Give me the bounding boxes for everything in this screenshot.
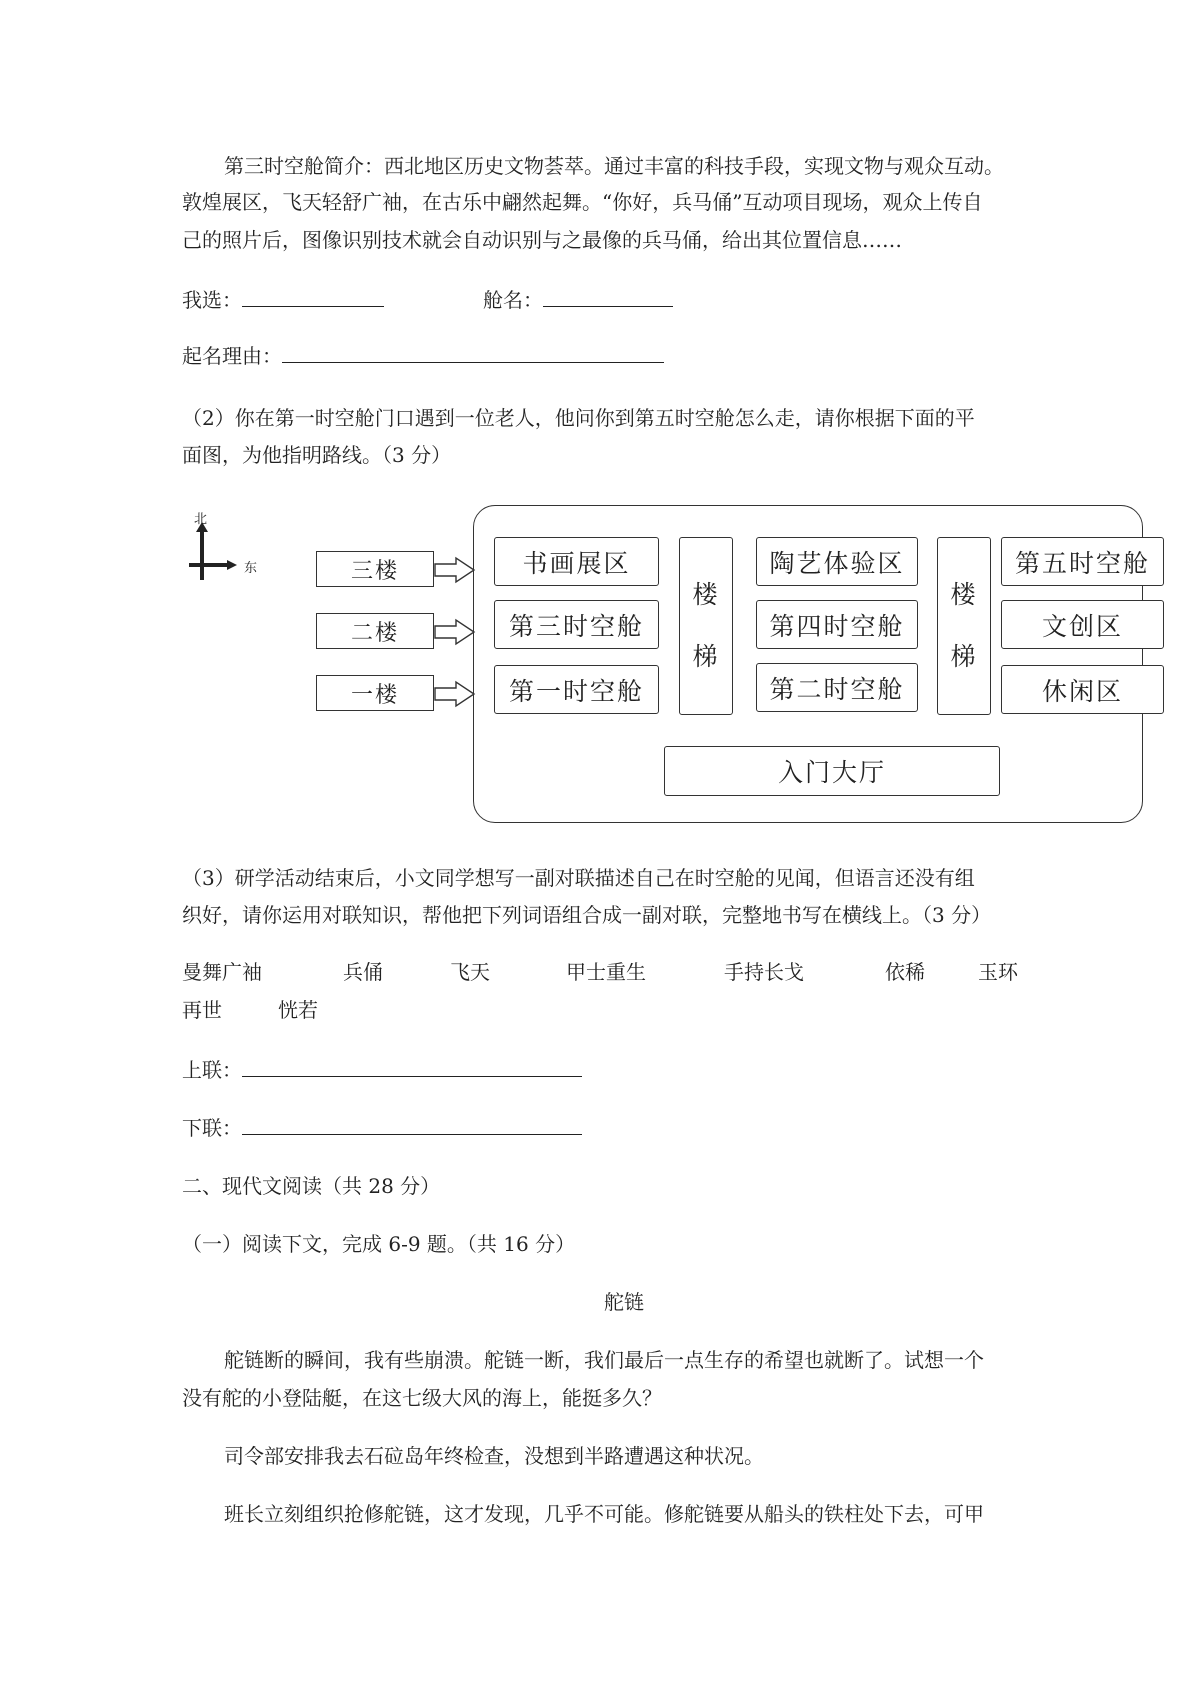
room-calligraphy-painting: 书画展区 xyxy=(494,537,659,586)
compass-north-label: 北 xyxy=(194,512,208,527)
word-option: 再世 xyxy=(182,998,222,1022)
arrow-icon xyxy=(434,556,478,584)
section-heading: 二、现代文阅读（共 28 分） xyxy=(182,1174,441,1198)
word-option: 兵俑 xyxy=(343,960,383,984)
lower-couplet-blank[interactable] xyxy=(242,1116,582,1135)
choose-blank[interactable] xyxy=(242,288,384,307)
choose-label: 我选： xyxy=(182,288,242,312)
intro-line-1: 第三时空舱简介：西北地区历史文物荟萃。通过丰富的科技手段，实现文物与观众互动。 xyxy=(224,154,1004,178)
cabin-name-label: 舱名： xyxy=(483,288,543,312)
arrow-icon xyxy=(434,618,478,646)
stairs-char: 楼 xyxy=(692,580,720,609)
stairs-char: 梯 xyxy=(950,642,978,671)
word-option: 手持长戈 xyxy=(724,960,804,984)
cabin-name-row xyxy=(483,286,673,314)
reason-row xyxy=(182,342,664,370)
lower-couplet-label: 下联： xyxy=(182,1116,242,1140)
article-paragraph-3: 班长立刻组织抢修舵链，这才发现，几乎不可能。修舵链要从船头的铁柱处下去，可甲 xyxy=(224,1502,984,1526)
room-third-cabin: 第三时空舱 xyxy=(494,600,659,649)
floor-label-2: 二楼 xyxy=(316,613,434,649)
reason-blank[interactable] xyxy=(282,344,664,363)
article-title: 舵链 xyxy=(604,1290,644,1314)
room-cultural-creative: 文创区 xyxy=(1001,600,1164,649)
compass-east-label: 东 xyxy=(244,561,258,576)
room-first-cabin: 第一时空舱 xyxy=(494,665,659,714)
floor-label-3: 三楼 xyxy=(316,551,434,587)
stairs-west xyxy=(679,537,733,715)
q2-line-1: （2）你在第一时空舱门口遇到一位老人，他问你到第五时空舱怎么走，请你根据下面的平 xyxy=(182,406,975,430)
q3-line-1: （3）研学活动结束后，小文同学想写一副对联描述自己在时空舱的见闻，但语言还没有组 xyxy=(182,866,975,890)
stairs-east xyxy=(937,537,991,715)
upper-couplet-row xyxy=(182,1056,582,1084)
cabin-name-blank[interactable] xyxy=(543,288,673,307)
compass-icon xyxy=(185,520,245,584)
room-entrance-lobby: 入门大厅 xyxy=(664,746,1000,796)
word-option: 曼舞广袖 xyxy=(182,960,262,984)
word-option: 玉环 xyxy=(978,960,1018,984)
word-option: 甲士重生 xyxy=(566,960,646,984)
article-paragraph-1b: 没有舵的小登陆艇，在这七级大风的海上，能挺多久？ xyxy=(182,1386,662,1410)
arrow-icon xyxy=(434,680,478,708)
room-second-cabin: 第二时空舱 xyxy=(756,663,918,712)
article-paragraph-2: 司令部安排我去石砬岛年终检查，没想到半路遭遇这种状况。 xyxy=(224,1444,764,1468)
room-fourth-cabin: 第四时空舱 xyxy=(756,600,918,649)
section-sub-heading: （一）阅读下文，完成 6-9 题。（共 16 分） xyxy=(182,1232,576,1256)
q2-line-2: 面图，为他指明路线。（3 分） xyxy=(182,443,452,467)
upper-couplet-label: 上联： xyxy=(182,1058,242,1082)
lower-couplet-row xyxy=(182,1114,582,1142)
stairs-char: 楼 xyxy=(950,580,978,609)
room-fifth-cabin: 第五时空舱 xyxy=(1001,537,1164,586)
room-pottery-experience: 陶艺体验区 xyxy=(756,537,918,586)
reason-label: 起名理由： xyxy=(182,344,282,368)
intro-line-2: 敦煌展区，飞天轻舒广袖，在古乐中翩然起舞。“你好，兵马俑”互动项目现场，观众上传自 xyxy=(182,190,983,214)
word-option: 恍若 xyxy=(278,998,318,1022)
q3-line-2: 织好，请你运用对联知识，帮他把下列词语组合成一副对联，完整地书写在横线上。（3 分） xyxy=(182,903,992,927)
word-option: 飞天 xyxy=(450,960,490,984)
stairs-char: 梯 xyxy=(692,642,720,671)
room-leisure: 休闲区 xyxy=(1001,665,1164,714)
word-option: 依稀 xyxy=(885,960,925,984)
floor-label-1: 一楼 xyxy=(316,675,434,711)
upper-couplet-blank[interactable] xyxy=(242,1058,582,1077)
article-paragraph-1a: 舵链断的瞬间，我有些崩溃。舵链一断，我们最后一点生存的希望也就断了。试想一个 xyxy=(224,1348,984,1372)
choose-row xyxy=(182,286,384,314)
intro-line-3: 己的照片后，图像识别技术就会自动识别与之最像的兵马俑，给出其位置信息…… xyxy=(182,228,902,252)
